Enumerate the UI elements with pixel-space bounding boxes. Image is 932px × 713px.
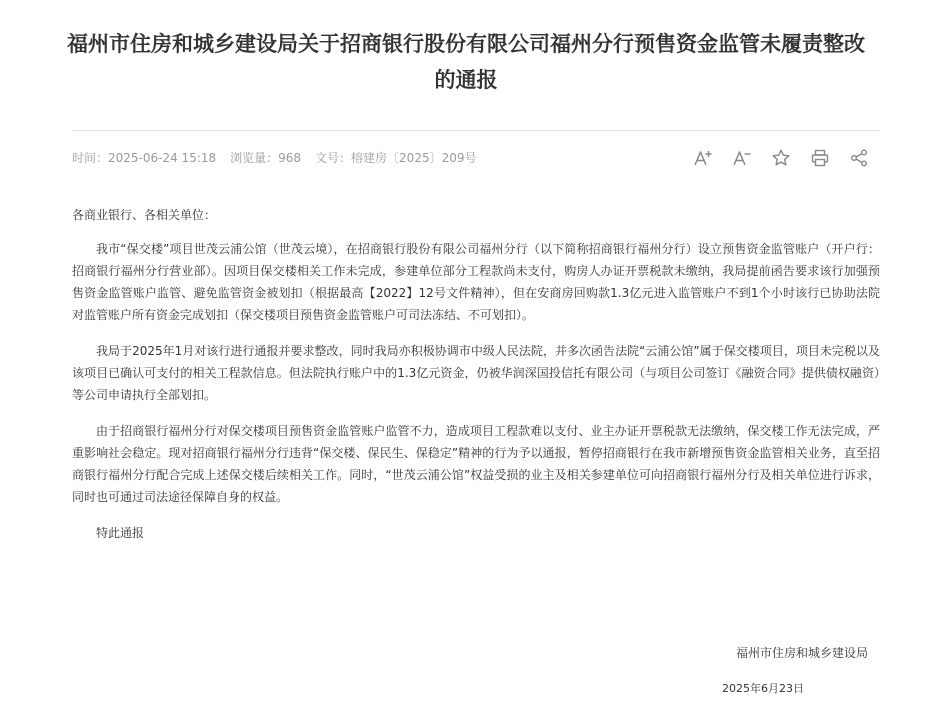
closing-remark: 特此通报 [96, 526, 145, 540]
print-button[interactable] [809, 147, 831, 169]
paragraph: 我市“保交楼”项目世茂云浦公馆（世茂云境），在招商银行股份有限公司福州分行（以下简称招商银行福州分行）设立预售资金监管账户（开户行：招商银行福州分行营业部）。因项目保交楼相关工作未完成，参建单位部分工程款尚未支付，购房人办证开票税款未缴纳，我局提前函告要求该行加强预售资金监管账户监管、避免监管资金被划扣（根据最高【2022】12号文件精神），但在安商房回购款1.3亿元进入监管账户不到1个小时该行已协助法院对监管账户所有资金完成划扣（保交楼项目预售资金监管账户可司法冻结、不可划扣）。 [72, 242, 880, 322]
font-increase-icon [693, 148, 713, 168]
font-increase-button[interactable] [692, 147, 714, 169]
paragraph: 我局于2025年1月对该行进行通报并要求整改，同时我局亦积极协调市中级人民法院，并多次函告法院“云浦公馆”属于保交楼项目，项目未完税以及该项目已确认可支付的相关工程款信息。但法院执行账户中的1.3亿元资金，仍被华润深国投信托有限公司（与项目公司签订《融资合同》提供债权融资）等公司申请执行全部划扣。 [72, 344, 880, 402]
article-meta [72, 148, 477, 168]
publish-time: 时间：2025-06-24 15:18 [72, 151, 217, 165]
article-toolbar [692, 147, 882, 169]
document-number: 文号：榕建房〔2025〕209号 [315, 151, 477, 165]
issue-date: 2025年6月23日 [722, 682, 804, 695]
font-decrease-icon [732, 148, 752, 168]
salutation: 各商业银行、各相关单位： [72, 208, 217, 222]
font-decrease-button[interactable] [731, 147, 753, 169]
printer-icon [810, 148, 830, 168]
article-body [72, 204, 880, 544]
favorite-button[interactable] [770, 147, 792, 169]
issuing-authority: 福州市住房和城乡建设局 [736, 646, 869, 660]
title-divider [72, 130, 880, 131]
share-icon [849, 148, 869, 168]
star-icon [771, 148, 791, 168]
paragraph: 由于招商银行福州分行对保交楼项目预售资金监管账户监管不力，造成项目工程款难以支付、业主办证开票税款无法缴纳，保交楼工作无法完成，严重影响社会稳定。现对招商银行福州分行违背“保交楼、保民生、保稳定”精神的行为予以通报，暂停招商银行在我市新增预售资金监管相关业务，直至招商银行福州分行配合完成上述保交楼后续相关工作。同时，“世茂云浦公馆”权益受损的业主及相关参建单位可向招商银行福州分行及相关单位进行诉求，同时也可通过司法途径保障自身的权益。 [72, 424, 880, 504]
share-button[interactable] [848, 147, 870, 169]
view-count: 浏览量：968 [230, 151, 302, 165]
article-title: 福州市住房和城乡建设局关于招商银行股份有限公司福州分行预售资金监管未履责整改的通报 [67, 32, 865, 92]
